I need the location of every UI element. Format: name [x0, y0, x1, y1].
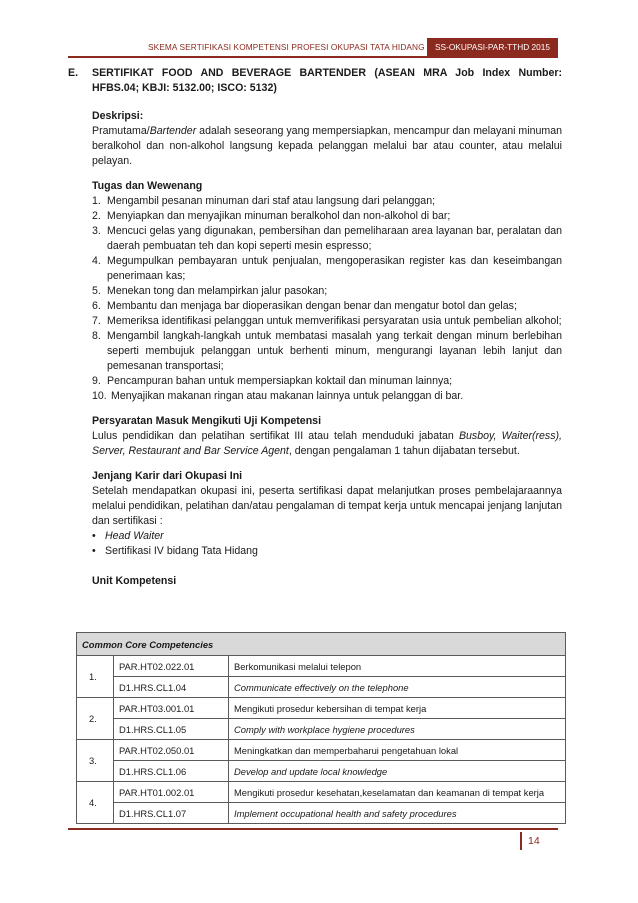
bullet-icon: •: [92, 530, 96, 542]
unit-code: PAR.HT03.001.01: [114, 698, 229, 719]
table-row: [77, 782, 566, 803]
section-title: SERTIFIKAT FOOD AND BEVERAGE BARTENDER (ASEAN MRA Job Index Number: HFBS.04; KBJI: 5132.00; ISCO: 5132): [92, 67, 562, 94]
jenjang-bullets: [92, 529, 562, 559]
jenjang-text: Setelah mendapatkan okupasi ini, peserta sertifikasi dapat melanjutkan proses pembelajaraannya melalui pendidikan, pelatihan dan/atau pengalaman di tempat kerja untuk mencapai jenjang lanjutan dan sertifikasi :: [92, 485, 562, 527]
list-item-number: 3.: [92, 225, 101, 237]
bullet-text: Sertifikasi IV bidang Tata Hidang: [105, 545, 258, 557]
list-item: [92, 314, 562, 329]
persyaratan-text-post: , dengan pengalaman 1 tahun dijabatan tersebut.: [288, 445, 520, 457]
section-heading: [68, 66, 562, 96]
jenjang-heading: Jenjang Karir dari Okupasi Ini: [92, 470, 243, 482]
list-item: [92, 194, 562, 209]
footer-rule: [68, 828, 558, 830]
list-item: [92, 389, 562, 404]
unit-code: D1.HRS.CL1.05: [114, 719, 229, 740]
unit-code: PAR.HT02.022.01: [114, 656, 229, 677]
list-item-number: 4.: [92, 255, 101, 267]
deskripsi-block: [92, 109, 562, 169]
table-header: Common Core Competencies: [77, 633, 566, 656]
bullet-icon: •: [92, 545, 96, 557]
table-row: [77, 761, 566, 782]
row-number: 3.: [77, 740, 114, 782]
list-item-text: Megumpulkan pembayaran untuk penjualan, mengoperasikan register kas dan keseimbangan penerimaan kas;: [107, 255, 562, 282]
header-code-badge: SS-OKUPASI-PAR-TTHD 2015: [427, 38, 558, 56]
row-number: 4.: [77, 782, 114, 824]
deskripsi-text: [92, 124, 562, 169]
unit-block: [92, 574, 562, 589]
list-item-text: Menyajikan makanan ringan atau makanan lainnya untuk pelanggan di bar.: [111, 390, 464, 402]
page-number: 14: [528, 835, 540, 847]
header-title: SKEMA SERTIFIKASI KOMPETENSI PROFESI OKUPASI TATA HIDANG: [148, 42, 425, 52]
unit-code: PAR.HT02.050.01: [114, 740, 229, 761]
list-item-number: 9.: [92, 375, 101, 387]
list-item-text: Mengambil pesanan minuman dari staf atau langsung dari pelanggan;: [107, 195, 436, 207]
unit-title: Berkomunikasi melalui telepon: [229, 656, 566, 677]
list-item: [92, 529, 562, 544]
list-item-text: Mencuci gelas yang digunakan, pembersihan dan pemeliharaan area layanan bar, peralatan dan daerah pembuatan teh dan kopi seperti mesin espresso;: [107, 225, 562, 252]
deskripsi-heading: Deskripsi:: [92, 110, 144, 122]
table-row: [77, 719, 566, 740]
table-header-row: [77, 633, 566, 656]
list-item-text: Membantu dan menjaga bar dioperasikan dengan benar dan mengatur botol dan gelas;: [107, 300, 517, 312]
persyaratan-heading: Persyaratan Masuk Mengikuti Uji Kompetensi: [92, 415, 322, 427]
persyaratan-text-italic: Busboy, Waiter(ress), Server, Restaurant and Bar Service Agent: [92, 430, 562, 457]
unit-heading: Unit Kompetensi: [92, 575, 177, 587]
table-row: [77, 803, 566, 824]
row-number: 2.: [77, 698, 114, 740]
unit-code: D1.HRS.CL1.07: [114, 803, 229, 824]
list-item: [92, 224, 562, 254]
page-header: [0, 38, 638, 58]
table-row: [77, 698, 566, 719]
list-item-text: Menekan tong dan melampirkan jalur pasokan;: [107, 285, 328, 297]
unit-title: Develop and update local knowledge: [229, 761, 566, 782]
list-item-text: Pencampuran bahan untuk mempersiapkan koktail dan minuman lainnya;: [107, 375, 453, 387]
list-item: [92, 544, 562, 559]
table-row: [77, 656, 566, 677]
bullet-text: Head Waiter: [105, 530, 164, 542]
deskripsi-text-post: adalah seseorang yang mempersiapkan, mencampur dan melayani minuman beralkohol dan non-alkohol langsung kepada pelanggan melalui bar atau counter, atau melalui pelayan.: [92, 125, 562, 167]
row-number: 1.: [77, 656, 114, 698]
list-item-text: Mengambil langkah-langkah untuk membatasi masalah yang terkait dengan minum berlebihan seperti membujuk pelanggan untuk berhenti minum, mengurangi layanan lebih lanjut dan pemesanan transportasi;: [107, 330, 562, 372]
list-item-number: 10.: [92, 390, 107, 402]
unit-code: PAR.HT01.002.01: [114, 782, 229, 803]
unit-table: [76, 632, 566, 824]
tugas-list: [92, 194, 562, 404]
list-item: [92, 299, 562, 314]
list-item-number: 7.: [92, 315, 101, 327]
list-item-number: 5.: [92, 285, 101, 297]
tugas-block: [92, 179, 562, 404]
page-number-divider: [520, 832, 522, 850]
unit-title: Mengikuti prosedur kesehatan,keselamatan dan keamanan di tempat kerja: [229, 782, 566, 803]
table-row: [77, 677, 566, 698]
deskripsi-text-italic: Bartender: [149, 125, 197, 137]
list-item: [92, 254, 562, 284]
jenjang-block: [92, 469, 562, 559]
header-rule: [68, 56, 558, 58]
table-row: [77, 740, 566, 761]
list-item: [92, 374, 562, 389]
list-item: [92, 284, 562, 299]
list-item: [92, 329, 562, 374]
list-item-text: Menyiapkan dan menyajikan minuman beralkohol dan non-alkohol di bar;: [107, 210, 451, 222]
persyaratan-text: [92, 429, 562, 459]
unit-title: Comply with workplace hygiene procedures: [229, 719, 566, 740]
unit-code: D1.HRS.CL1.04: [114, 677, 229, 698]
list-item-number: 1.: [92, 195, 101, 207]
list-item: [92, 209, 562, 224]
unit-title: Mengikuti prosedur kebersihan di tempat kerja: [229, 698, 566, 719]
section-letter: E.: [68, 67, 79, 79]
main-content: [68, 66, 562, 589]
list-item-number: 8.: [92, 330, 101, 342]
persyaratan-text-pre: Lulus pendidikan dan pelatihan sertifikat III atau telah menduduki jabatan: [92, 430, 459, 442]
unit-title: Meningkatkan dan memperbaharui pengetahuan lokal: [229, 740, 566, 761]
unit-title: Implement occupational health and safety procedures: [229, 803, 566, 824]
list-item-number: 2.: [92, 210, 101, 222]
list-item-number: 6.: [92, 300, 101, 312]
unit-code: D1.HRS.CL1.06: [114, 761, 229, 782]
tugas-heading: Tugas dan Wewenang: [92, 180, 203, 192]
unit-title: Communicate effectively on the telephone: [229, 677, 566, 698]
deskripsi-text-pre: Pramutama/: [92, 125, 150, 137]
list-item-text: Memeriksa identifikasi pelanggan untuk memverifikasi persyaratan usia untuk pembelian alkohol;: [107, 315, 562, 327]
persyaratan-block: [92, 414, 562, 459]
